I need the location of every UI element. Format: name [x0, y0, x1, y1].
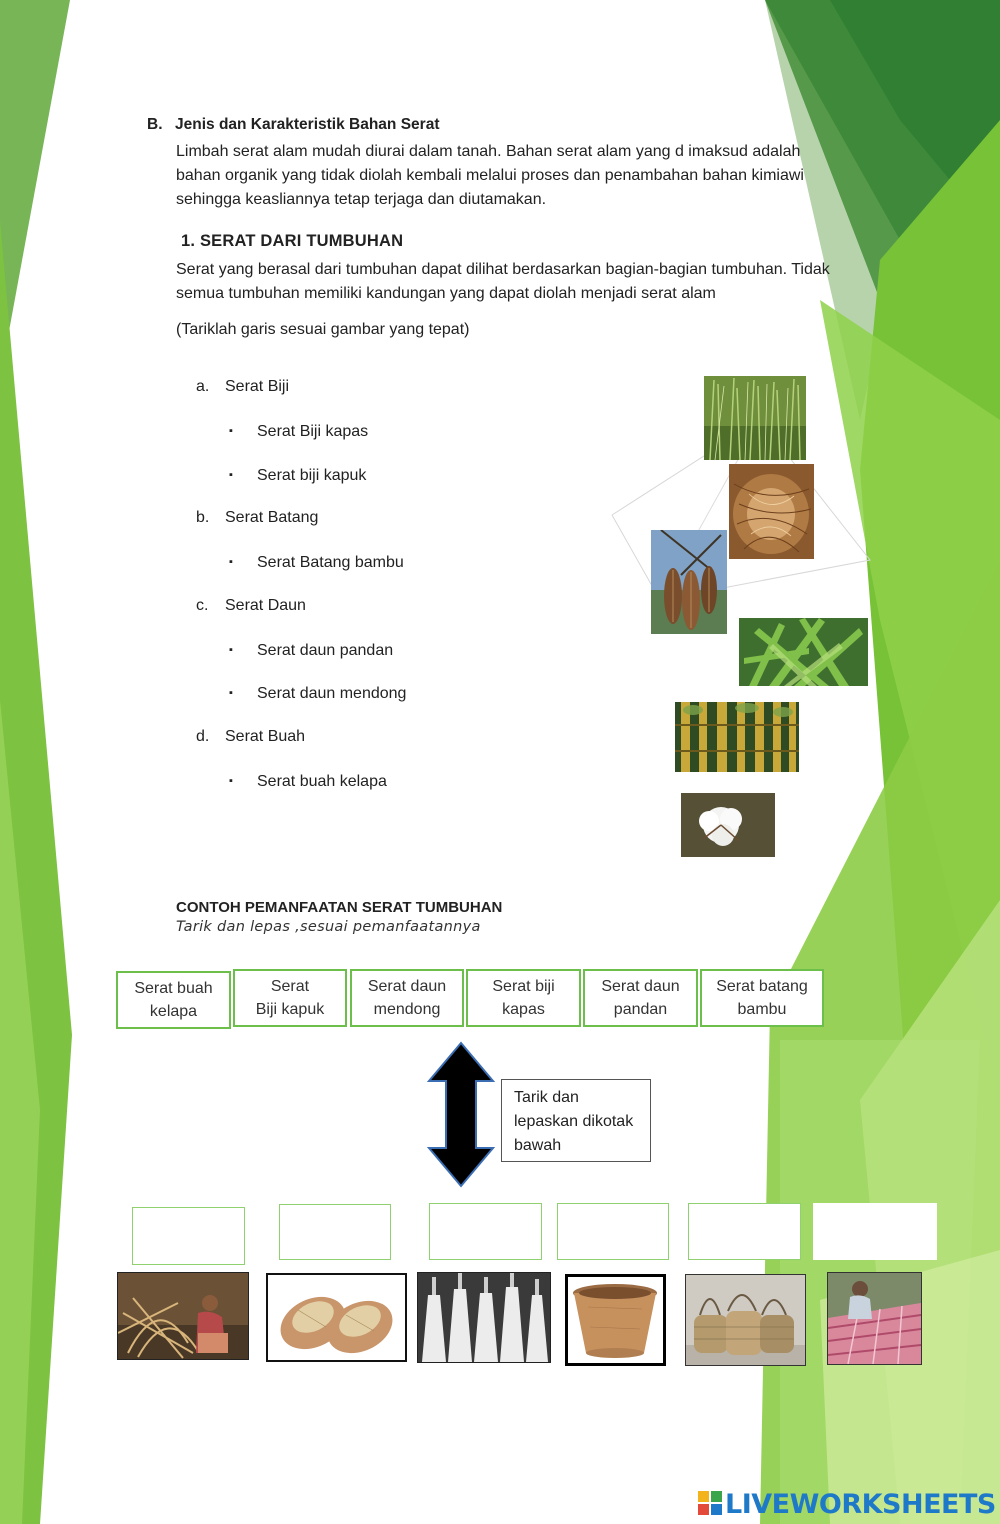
list-label: Serat Biji: [225, 378, 290, 395]
bullet-icon: ▪: [229, 556, 233, 568]
section-1-paragraph: [176, 258, 856, 306]
note-line: lepaskan dikotak: [514, 1113, 634, 1130]
fiber-category-a: [196, 375, 289, 399]
drop-target-6[interactable]: [813, 1203, 937, 1260]
drag-option-serat-buah-kelapa[interactable]: [116, 971, 231, 1029]
option-line: Biji kapuk: [255, 1001, 325, 1018]
sub-label: Serat buah kelapa: [257, 773, 387, 790]
drag-option-serat-biji-kapuk[interactable]: [233, 969, 347, 1027]
list-letter: d.: [196, 728, 210, 745]
sub-label: Serat Batang bambu: [257, 554, 404, 571]
drag-option-serat-daun-mendong[interactable]: [350, 969, 464, 1027]
bullet-icon: ▪: [229, 644, 233, 656]
list-label: Serat Batang: [225, 509, 319, 526]
option-line: Serat daun: [367, 978, 447, 995]
note-line: Tarik dan: [514, 1089, 579, 1106]
sub-label: Serat daun pandan: [257, 642, 394, 659]
drop-target-4[interactable]: [557, 1203, 669, 1260]
option-line: Serat biji: [492, 978, 555, 995]
list-letter: c.: [196, 597, 209, 614]
option-line: Serat daun: [601, 978, 680, 995]
drag-option-serat-daun-pandan[interactable]: [583, 969, 698, 1027]
drop-target-2[interactable]: [279, 1204, 391, 1260]
option-line: bambu: [737, 1001, 787, 1018]
coconut-husk-photo[interactable]: [729, 464, 814, 559]
drop-target-3[interactable]: [429, 1203, 542, 1260]
section-b-paragraph: [176, 140, 856, 212]
pandan-leaves-photo[interactable]: [739, 618, 868, 686]
instruction-text: (Tariklah garis sesuai gambar yang tepat): [176, 321, 470, 338]
logo-text: LIVEWORKSHEETS: [725, 1488, 996, 1520]
list-label: Serat Daun: [225, 597, 306, 614]
examples-title: CONTOH PEMANFAATAN SERAT TUMBUHAN: [176, 899, 503, 916]
examples-subtitle: Tarik dan lepas ,sesuai pemanfaatannya: [176, 919, 481, 935]
section-1-title: 1. SERAT DARI TUMBUHAN: [181, 232, 404, 250]
bullet-icon: ▪: [229, 687, 233, 699]
drag-instruction-note: [501, 1079, 651, 1162]
option-line: pandan: [613, 1001, 668, 1018]
fiber-sub-item: [229, 419, 368, 444]
mendong-mat-weaving-photo: [827, 1272, 922, 1365]
bullet-icon: ▪: [229, 469, 233, 481]
cotton-boll-photo[interactable]: [681, 793, 775, 857]
drag-option-serat-batang-bambu[interactable]: [700, 969, 824, 1027]
fiber-category-d: [196, 725, 305, 749]
paragraph-line: semua tumbuhan memiliki kandungan yang dapat diolah menjadi serat alam: [176, 285, 716, 302]
fiber-sub-item: [229, 769, 387, 794]
bullet-icon: ▪: [229, 425, 233, 437]
woven-slippers-photo: [266, 1273, 407, 1362]
double-arrow-icon: [426, 1041, 496, 1188]
option-line: Serat batang: [716, 978, 808, 995]
list-letter: a.: [196, 378, 210, 395]
sub-label: Serat Biji kapas: [257, 423, 369, 440]
fiber-category-c: [196, 594, 306, 618]
section-b-heading: [147, 116, 439, 134]
section-b-title: Jenis dan Karakteristik Bahan Serat: [175, 116, 440, 133]
liveworksheets-logo: [698, 1488, 996, 1520]
liveworksheets-blocks-icon: [698, 1491, 722, 1517]
list-letter: b.: [196, 509, 210, 526]
coir-pot-photo: [565, 1274, 666, 1366]
fiber-sub-item: [229, 638, 393, 663]
fiber-sub-item: [229, 463, 366, 488]
kapok-pods-photo[interactable]: [651, 530, 727, 634]
option-line: kelapa: [149, 1003, 198, 1020]
option-line: kapas: [502, 1001, 545, 1018]
list-label: Serat Buah: [225, 728, 306, 745]
drag-option-serat-biji-kapas[interactable]: [466, 969, 581, 1027]
bamboo-photo[interactable]: [675, 702, 799, 772]
woven-baskets-photo: [685, 1274, 806, 1366]
option-line: mendong: [373, 1001, 441, 1018]
note-line: bawah: [514, 1137, 562, 1154]
cotton-yarn-spools-photo: [417, 1272, 551, 1363]
fiber-category-b: [196, 506, 318, 530]
fiber-sub-item: [229, 681, 406, 706]
section-b-letter: B.: [147, 116, 163, 133]
sub-label: Serat daun mendong: [257, 685, 407, 702]
option-line: Serat buah: [134, 980, 213, 997]
option-line: Serat: [270, 978, 310, 995]
sub-label: Serat biji kapuk: [257, 467, 367, 484]
drop-target-5[interactable]: [688, 1203, 801, 1260]
fiber-sub-item: [229, 550, 404, 575]
paragraph-line: Serat yang berasal dari tumbuhan dapat dilihat berdasarkan bagian-bagian tumbuhan. Tidak: [176, 261, 830, 278]
paragraph-line: Limbah serat alam mudah diurai dalam tanah. Bahan serat alam yang d imaksud adalah: [176, 143, 801, 160]
bullet-icon: ▪: [229, 775, 233, 787]
paragraph-line: bahan organik yang tidak diolah kembali melalui proses dan penambahan bahan kimiawi: [176, 167, 804, 184]
bamboo-weaving-photo: [117, 1272, 249, 1360]
paragraph-line: sehingga keasliannya tetap terjaga dan diutamakan.: [176, 191, 547, 208]
drop-target-1[interactable]: [132, 1207, 245, 1265]
mendong-grass-photo[interactable]: [704, 376, 806, 460]
